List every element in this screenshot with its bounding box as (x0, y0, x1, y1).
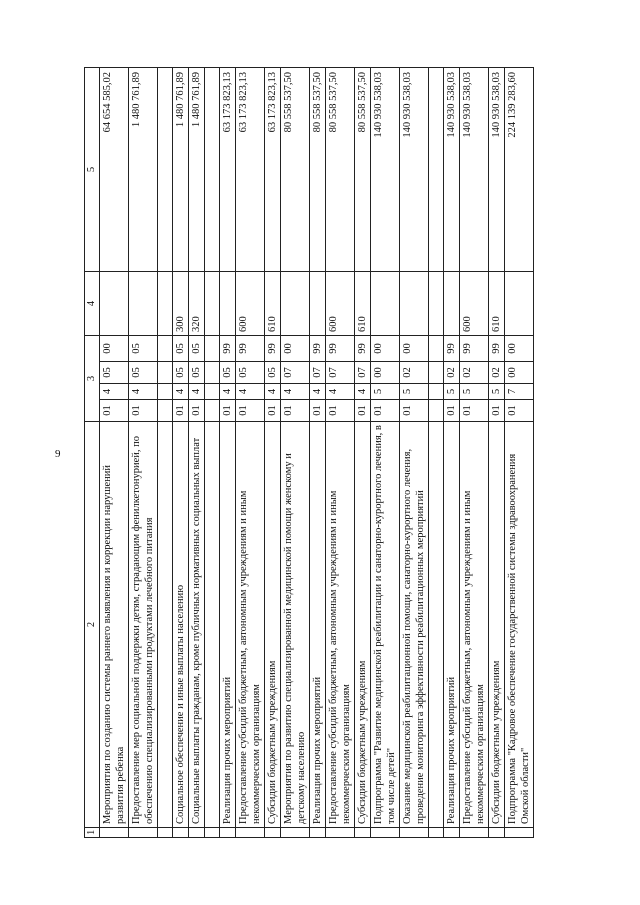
row-code-part-3: 02 (489, 362, 505, 384)
row-col-1 (505, 828, 534, 838)
row-name: Предоставление субсидий бюджетным, автономным учреждениям и иным некоммерческим организациям (460, 422, 489, 828)
row-code-part-4: 00 (371, 336, 400, 362)
row-code-part-1: 01 (326, 400, 355, 422)
table-row (310, 68, 326, 838)
row-code-part-1: 01 (220, 400, 236, 422)
row-expense-type: 600 (460, 272, 489, 336)
row-code-part-2: 4 (220, 384, 236, 400)
row-code-part-4 (158, 336, 173, 362)
row-col-1 (205, 828, 220, 838)
row-code-part-2: 5 (371, 384, 400, 400)
row-code-part-4: 05 (189, 336, 205, 362)
row-name: Реализация прочих мероприятий (310, 422, 326, 828)
row-code-part-3: 02 (460, 362, 489, 384)
row-code-part-2 (429, 384, 444, 400)
table-row (173, 68, 189, 838)
row-code-part-4: 99 (355, 336, 371, 362)
row-code-part-3: 00 (371, 362, 400, 384)
row-col-1 (355, 828, 371, 838)
row-expense-type: 300 (173, 272, 189, 336)
row-code-part-1: 01 (100, 400, 129, 422)
table-row (100, 68, 129, 838)
row-code-part-4 (429, 336, 444, 362)
table-row (489, 68, 505, 838)
row-col-1 (100, 828, 129, 838)
row-amount: 224 139 283,60 (505, 68, 534, 272)
row-col-1 (400, 828, 429, 838)
row-code-part-3 (158, 362, 173, 384)
row-expense-type: 600 (326, 272, 355, 336)
row-code-part-3: 02 (444, 362, 460, 384)
row-code-part-2: 4 (100, 384, 129, 400)
row-code-part-3: 00 (505, 362, 534, 384)
row-expense-type (100, 272, 129, 336)
row-name: Предоставление субсидий бюджетным, автономным учреждениям и иным некоммерческим организациям (326, 422, 355, 828)
table-row (281, 68, 310, 838)
row-col-1 (371, 828, 400, 838)
row-code-part-1 (205, 400, 220, 422)
row-amount: 80 558 537,50 (281, 68, 310, 272)
row-name: Предоставление мер социальной поддержки детям, страдающим фенилкетонурией, по обеспечению специализированными продуктами лечебного питания (129, 422, 158, 828)
row-expense-type: 610 (489, 272, 505, 336)
row-code-part-2: 4 (326, 384, 355, 400)
header-col-3: 3 (85, 336, 100, 422)
row-code-part-4: 99 (265, 336, 281, 362)
row-code-part-3: 05 (189, 362, 205, 384)
row-name: Мероприятия по развитию специализированной медицинской помощи женскому и детскому населению (281, 422, 310, 828)
row-col-1 (281, 828, 310, 838)
row-expense-type (158, 272, 173, 336)
header-col-1: 1 (85, 828, 100, 838)
row-code-part-2: 4 (355, 384, 371, 400)
row-code-part-2 (205, 384, 220, 400)
row-code-part-1: 01 (281, 400, 310, 422)
row-amount: 1 480 761,89 (189, 68, 205, 272)
row-code-part-1: 01 (371, 400, 400, 422)
row-expense-type (205, 272, 220, 336)
row-code-part-1: 01 (310, 400, 326, 422)
row-col-1 (220, 828, 236, 838)
row-amount: 80 558 537,50 (326, 68, 355, 272)
row-code-part-3: 05 (236, 362, 265, 384)
row-amount: 140 930 538,03 (460, 68, 489, 272)
row-code-part-1: 01 (129, 400, 158, 422)
row-name: Подпрограмма "Кадровое обеспечение государственной системы здравоохранения Омской области" (505, 422, 534, 828)
row-code-part-1: 01 (189, 400, 205, 422)
row-code-part-1 (158, 400, 173, 422)
row-expense-type (281, 272, 310, 336)
table-row (400, 68, 429, 838)
row-code-part-3: 05 (173, 362, 189, 384)
row-expense-type (444, 272, 460, 336)
row-amount: 1 480 761,89 (173, 68, 189, 272)
row-amount (429, 68, 444, 272)
row-name: Реализация прочих мероприятий (220, 422, 236, 828)
row-amount: 80 558 537,50 (355, 68, 371, 272)
row-name: Субсидии бюджетным учреждениям (265, 422, 281, 828)
row-code-part-1: 01 (355, 400, 371, 422)
row-amount: 140 930 538,03 (400, 68, 429, 272)
row-code-part-4: 99 (460, 336, 489, 362)
row-code-part-1: 01 (173, 400, 189, 422)
row-expense-type (129, 272, 158, 336)
table-row (158, 68, 173, 838)
row-code-part-4: 05 (129, 336, 158, 362)
row-code-part-2: 4 (310, 384, 326, 400)
row-code-part-2: 5 (460, 384, 489, 400)
row-code-part-3: 02 (400, 362, 429, 384)
row-col-1 (265, 828, 281, 838)
row-code-part-4: 05 (173, 336, 189, 362)
row-col-1 (429, 828, 444, 838)
row-code-part-2: 4 (265, 384, 281, 400)
row-amount: 140 930 538,03 (444, 68, 460, 272)
row-code-part-2: 4 (189, 384, 205, 400)
row-expense-type (310, 272, 326, 336)
row-expense-type: 320 (189, 272, 205, 336)
row-name: Реализация прочих мероприятий (444, 422, 460, 828)
table-row (129, 68, 158, 838)
table-row (205, 68, 220, 838)
row-amount: 63 173 823,13 (265, 68, 281, 272)
table-row (326, 68, 355, 838)
row-amount: 63 173 823,13 (236, 68, 265, 272)
row-name: Субсидии бюджетным учреждениям (489, 422, 505, 828)
row-code-part-2: 4 (236, 384, 265, 400)
row-code-part-2: 7 (505, 384, 534, 400)
row-expense-type: 610 (355, 272, 371, 336)
row-code-part-1 (429, 400, 444, 422)
row-code-part-2 (158, 384, 173, 400)
row-name: Подпрограмма "Развитие медицинской реабилитации и санаторно-курортного лечения, в том числе детей" (371, 422, 400, 828)
budget-table (84, 67, 534, 838)
table-row (189, 68, 205, 838)
header-col-5: 5 (85, 68, 100, 272)
row-code-part-4: 00 (505, 336, 534, 362)
row-expense-type (400, 272, 429, 336)
row-code-part-1: 01 (505, 400, 534, 422)
header-col-4: 4 (85, 272, 100, 336)
row-col-1 (489, 828, 505, 838)
row-name (205, 422, 220, 828)
row-code-part-4: 00 (100, 336, 129, 362)
row-col-1 (326, 828, 355, 838)
row-name (158, 422, 173, 828)
row-expense-type (220, 272, 236, 336)
row-code-part-4: 99 (310, 336, 326, 362)
row-amount (205, 68, 220, 272)
row-name: Мероприятия по созданию системы раннего выявления и коррекции нарушений развития ребенка (100, 422, 129, 828)
row-name: Социальное обеспечение и иные выплаты населению (173, 422, 189, 828)
row-code-part-1: 01 (460, 400, 489, 422)
row-name: Предоставление субсидий бюджетным, автономным учреждениям и иным некоммерческим организациям (236, 422, 265, 828)
row-code-part-1: 01 (265, 400, 281, 422)
row-code-part-4: 99 (326, 336, 355, 362)
row-code-part-3 (205, 362, 220, 384)
row-amount: 140 930 538,03 (371, 68, 400, 272)
row-amount (158, 68, 173, 272)
row-amount: 140 930 538,03 (489, 68, 505, 272)
budget-table-rotated (84, 68, 557, 838)
row-code-part-3: 05 (265, 362, 281, 384)
table-row (505, 68, 534, 838)
header-col-2: 2 (85, 422, 100, 828)
row-name: Социальные выплаты гражданам, кроме публичных нормативных социальных выплат (189, 422, 205, 828)
row-code-part-4: 00 (281, 336, 310, 362)
table-row (371, 68, 400, 838)
row-expense-type: 610 (265, 272, 281, 336)
row-code-part-3 (429, 362, 444, 384)
row-name: Субсидии бюджетным учреждениям (355, 422, 371, 828)
row-col-1 (189, 828, 205, 838)
row-code-part-2: 4 (173, 384, 189, 400)
row-code-part-1: 01 (444, 400, 460, 422)
row-code-part-1: 01 (236, 400, 265, 422)
row-code-part-3: 05 (220, 362, 236, 384)
row-amount: 80 558 537,50 (310, 68, 326, 272)
row-code-part-4: 00 (400, 336, 429, 362)
row-expense-type (505, 272, 534, 336)
row-expense-type (429, 272, 444, 336)
page-number: 9 (55, 448, 61, 460)
table-row (236, 68, 265, 838)
row-code-part-3: 07 (281, 362, 310, 384)
row-code-part-3: 05 (100, 362, 129, 384)
table-row (265, 68, 281, 838)
table-row (355, 68, 371, 838)
row-col-1 (158, 828, 173, 838)
row-code-part-3: 07 (355, 362, 371, 384)
row-code-part-1: 01 (400, 400, 429, 422)
row-expense-type: 600 (236, 272, 265, 336)
row-amount: 64 654 585,02 (100, 68, 129, 272)
row-code-part-2: 5 (400, 384, 429, 400)
row-code-part-3: 07 (310, 362, 326, 384)
row-code-part-2: 4 (281, 384, 310, 400)
row-expense-type (371, 272, 400, 336)
table-row (460, 68, 489, 838)
table-row (220, 68, 236, 838)
row-code-part-3: 05 (129, 362, 158, 384)
table-row (429, 68, 444, 838)
row-code-part-3: 07 (326, 362, 355, 384)
row-code-part-2: 4 (129, 384, 158, 400)
row-amount: 63 173 823,13 (220, 68, 236, 272)
row-code-part-4: 99 (220, 336, 236, 362)
row-code-part-4: 99 (236, 336, 265, 362)
header-row (85, 68, 100, 838)
row-code-part-4 (205, 336, 220, 362)
row-col-1 (444, 828, 460, 838)
row-code-part-2: 5 (444, 384, 460, 400)
row-name (429, 422, 444, 828)
row-amount: 1 480 761,89 (129, 68, 158, 272)
row-col-1 (236, 828, 265, 838)
row-code-part-4: 99 (444, 336, 460, 362)
row-col-1 (129, 828, 158, 838)
row-col-1 (460, 828, 489, 838)
table-row (444, 68, 460, 838)
row-col-1 (173, 828, 189, 838)
row-col-1 (310, 828, 326, 838)
row-name: Оказание медицинской реабилитационной помощи, санаторно-курортного лечения, проведение мониторинга эффективности реабилитационных мероприятий (400, 422, 429, 828)
row-code-part-1: 01 (489, 400, 505, 422)
row-code-part-2: 5 (489, 384, 505, 400)
row-code-part-4: 99 (489, 336, 505, 362)
